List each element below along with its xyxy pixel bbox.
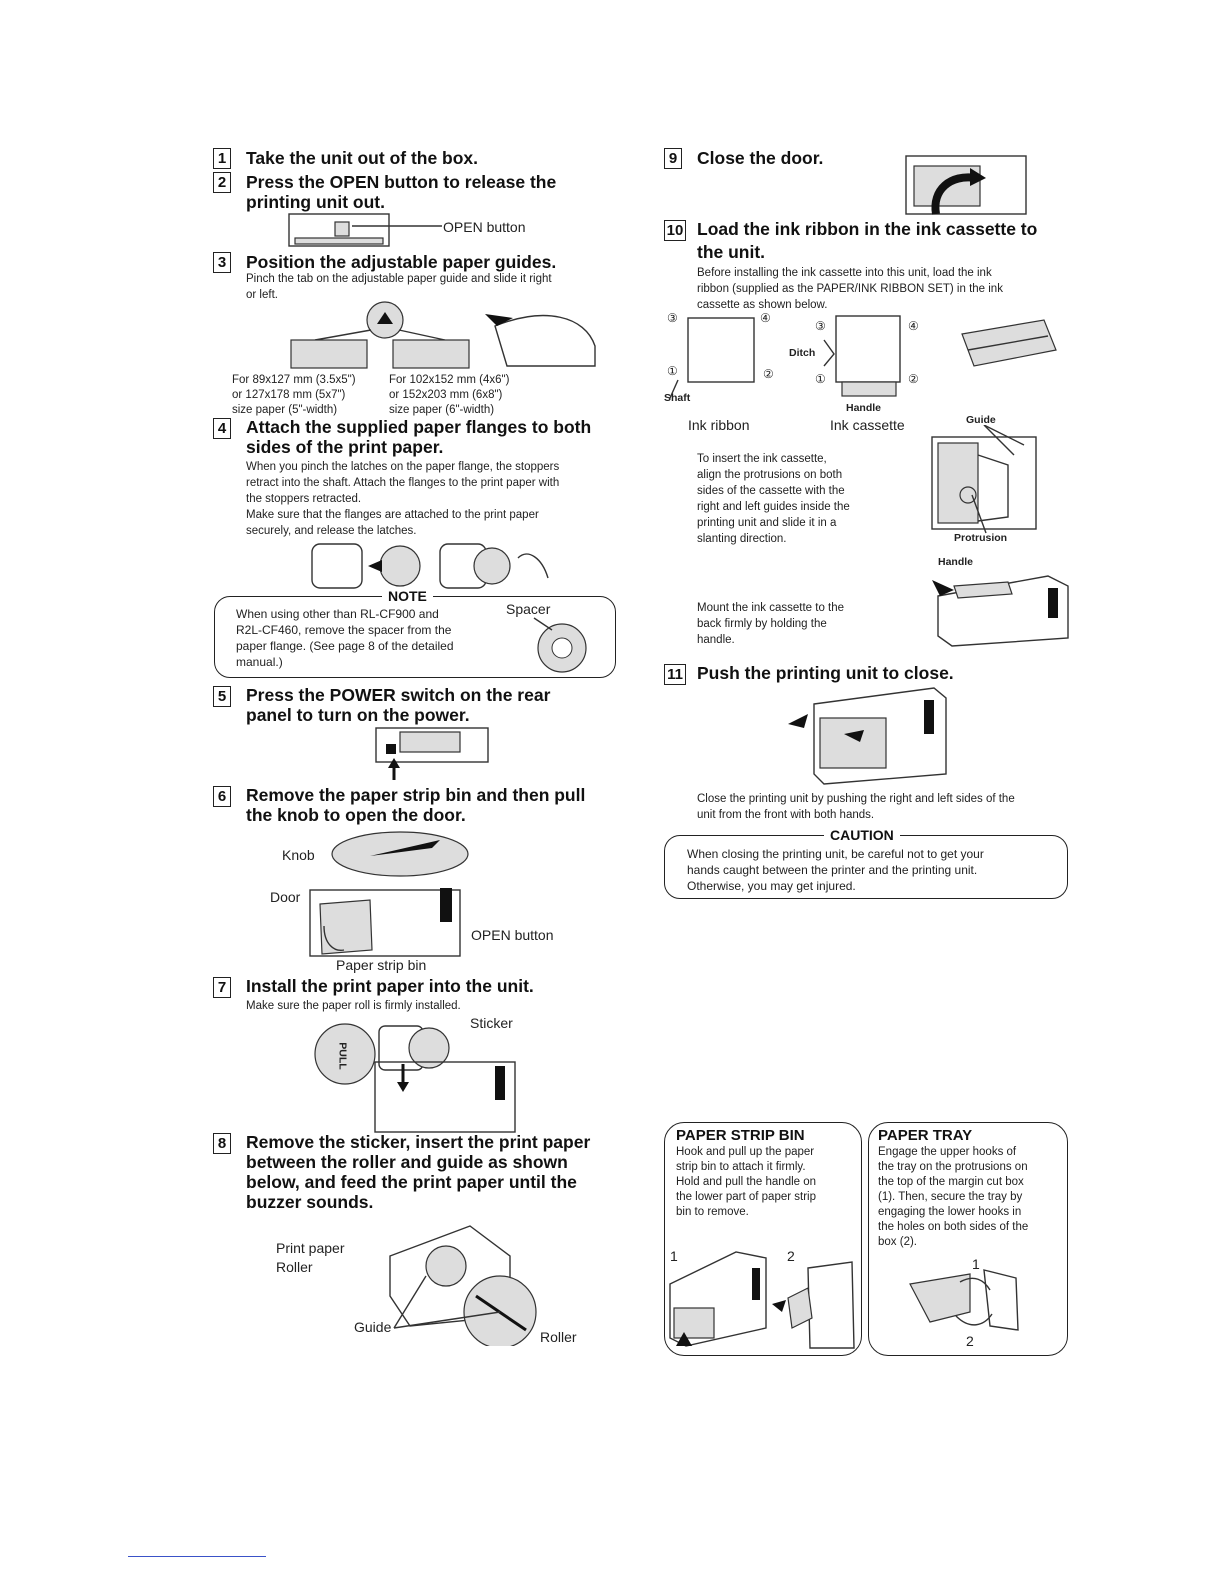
instruction: slanting direction. <box>697 533 787 545</box>
step-number: 4 <box>213 418 231 439</box>
ink-cassette-label: Ink cassette <box>830 417 905 433</box>
paper-guide-illustration <box>285 296 605 374</box>
handle-label: Handle <box>938 556 974 568</box>
step-body: or left. <box>246 289 278 301</box>
caution-line: hands caught between the printer and the printing unit. <box>687 863 978 877</box>
step-title: Remove the sticker, insert the print paper <box>246 1132 591 1152</box>
note-line: R2L-CF460, remove the spacer from the <box>236 623 452 637</box>
shaft-label: Shaft <box>664 392 691 404</box>
paper-strip-bin-title: PAPER STRIP BIN <box>676 1127 805 1144</box>
step-number: 9 <box>664 148 682 169</box>
marker: ④ <box>760 311 771 325</box>
sticker-label: Sticker <box>470 1015 513 1031</box>
instruction: right and left guides inside the <box>697 501 850 513</box>
note-line: When using other than RL-CF900 and <box>236 607 439 621</box>
note-line: paper flange. (See page 8 of the detailed <box>236 639 454 653</box>
instruction: handle. <box>697 634 735 646</box>
tray-line: the holes on both sides of the <box>878 1221 1029 1233</box>
step-title: the knob to open the door. <box>246 805 466 825</box>
step-title: the unit. <box>697 242 766 262</box>
marker: ④ <box>908 319 919 333</box>
caption: or 127x178 mm (5x7") <box>232 389 346 401</box>
instruction: back firmly by holding the <box>697 618 827 630</box>
open-button-label: OPEN button <box>443 219 526 235</box>
step-body: Pinch the tab on the adjustable paper guide and slide it right <box>246 273 552 285</box>
step-number: 7 <box>213 977 231 998</box>
instruction: Mount the ink cassette to the <box>697 602 845 614</box>
open-door-illustration <box>300 830 490 960</box>
tray-line: the tray on the protrusions on <box>878 1161 1028 1173</box>
tray-line: box (2). <box>878 1236 917 1248</box>
step-body: ribbon (supplied as the PAPER/INK RIBBON SET) in the ink <box>697 283 1003 295</box>
paper-strip-bin-illustration <box>666 1248 858 1352</box>
step-number: 5 <box>213 686 231 707</box>
figure-number: 1 <box>670 1248 678 1264</box>
tray-line: engaging the lower hooks in <box>878 1206 1022 1218</box>
ink-ribbon-label: Ink ribbon <box>688 417 750 433</box>
tray-line: Engage the upper hooks of <box>878 1146 1017 1158</box>
marker: ③ <box>667 311 678 325</box>
push-unit-illustration <box>784 684 954 788</box>
protrusion-label: Protrusion <box>954 532 1008 544</box>
step-number: 2 <box>213 172 231 193</box>
step-body: retract into the shaft. Attach the flanges to the print paper with <box>246 477 560 489</box>
step-body: When you pinch the latches on the paper flange, the stoppers <box>246 461 560 473</box>
guide-label: Guide <box>354 1319 392 1335</box>
caption: For 102x152 mm (4x6") <box>389 374 510 386</box>
step-body: securely, and release the latches. <box>246 525 417 537</box>
paper-strip-bin-label: Paper strip bin <box>336 957 427 973</box>
step-number: 11 <box>664 664 686 685</box>
marker: ② <box>908 372 919 386</box>
instruction: align the protrusions on both <box>697 469 843 481</box>
caption: or 152x203 mm (6x8") <box>389 389 503 401</box>
paper-tray-title: PAPER TRAY <box>878 1127 973 1144</box>
caption: For 89x127 mm (3.5x5") <box>232 374 356 386</box>
power-switch-illustration <box>372 726 492 782</box>
caution-line: When closing the printing unit, be careful not to get your <box>687 847 984 861</box>
step-title: panel to turn on the power. <box>246 705 470 725</box>
step-title: Close the door. <box>697 148 824 168</box>
step-body: the stoppers retracted. <box>246 493 362 505</box>
marker: ① <box>667 364 678 378</box>
caption: size paper (5"-width) <box>232 404 338 416</box>
figure-number: 1 <box>972 1256 980 1272</box>
bin-line: Hold and pull the handle on <box>676 1176 817 1188</box>
ditch-label: Ditch <box>789 347 816 359</box>
bin-line: bin to remove. <box>676 1206 749 1218</box>
step-title: Attach the supplied paper flanges to both <box>246 417 592 437</box>
close-door-illustration <box>900 140 1050 220</box>
paper-roll-install-illustration <box>305 1014 525 1136</box>
step-body: Close the printing unit by pushing the right and left sides of the <box>697 793 1015 805</box>
step-number: 1 <box>213 148 231 169</box>
step-number: 10 <box>664 220 686 241</box>
step-title: Press the OPEN button to release the <box>246 172 557 192</box>
step-number: 8 <box>213 1133 231 1154</box>
guide-label: Guide <box>966 414 996 426</box>
step-title: printing unit out. <box>246 192 385 212</box>
handle-label: Handle <box>846 402 882 414</box>
insert-cassette-illustration <box>928 425 1043 535</box>
print-paper-label: Print paper <box>276 1240 345 1256</box>
open-button-label: OPEN button <box>471 927 554 943</box>
step-body: Before installing the ink cassette into this unit, load the ink <box>697 267 992 279</box>
footnote-rule <box>128 1556 266 1557</box>
door-label: Door <box>270 889 301 905</box>
instruction: To insert the ink cassette, <box>697 453 827 465</box>
step-number: 3 <box>213 252 231 273</box>
figure-number: 2 <box>787 1248 795 1264</box>
caution-title: CAUTION <box>824 827 900 843</box>
roller-label: Roller <box>540 1329 577 1345</box>
step-title: Push the printing unit to close. <box>697 663 954 683</box>
note-title: NOTE <box>382 588 433 604</box>
knob-label: Knob <box>282 847 315 863</box>
spacer-icon <box>530 616 590 676</box>
paper-tray-illustration <box>900 1266 1030 1338</box>
spacer-label: Spacer <box>506 601 551 617</box>
bin-line: the lower part of paper strip <box>676 1191 816 1203</box>
step-number: 6 <box>213 786 231 807</box>
step-title: between the roller and guide as shown <box>246 1152 568 1172</box>
step-body: Make sure the paper roll is firmly installed. <box>246 1000 461 1012</box>
step-title: Press the POWER switch on the rear <box>246 685 551 705</box>
marker: ③ <box>815 319 826 333</box>
step-title: sides of the print paper. <box>246 437 444 457</box>
step-body: Make sure that the flanges are attached to the print paper <box>246 509 539 521</box>
roller-label: Roller <box>276 1259 313 1275</box>
step-title: Take the unit out of the box. <box>246 148 479 168</box>
step-body: unit from the front with both hands. <box>697 809 875 821</box>
mount-cassette-illustration <box>928 566 1073 648</box>
ink-ribbon-cassette-illustration <box>664 310 1064 410</box>
note-line: manual.) <box>236 655 283 669</box>
step-title: buzzer sounds. <box>246 1192 374 1212</box>
step-title: Remove the paper strip bin and then pull <box>246 785 586 805</box>
instruction: printing unit and slide it in a <box>697 517 837 529</box>
bin-line: strip bin to attach it firmly. <box>676 1161 806 1173</box>
step-title: Load the ink ribbon in the ink cassette to <box>697 219 1038 239</box>
step-title: below, and feed the print paper until the <box>246 1172 577 1192</box>
marker: ① <box>815 372 826 386</box>
step-title: Install the print paper into the unit. <box>246 976 534 996</box>
step-body: cassette as shown below. <box>697 299 828 311</box>
caption: size paper (6"-width) <box>389 404 495 416</box>
tray-line: the top of the margin cut box <box>878 1176 1024 1188</box>
instruction: sides of the cassette with the <box>697 485 845 497</box>
tray-line: (1). Then, secure the tray by <box>878 1191 1023 1203</box>
step-title: Position the adjustable paper guides. <box>246 252 557 272</box>
caution-line: Otherwise, you may get injured. <box>687 879 856 893</box>
marker: ② <box>763 367 774 381</box>
figure-number: 2 <box>966 1333 974 1349</box>
bin-line: Hook and pull up the paper <box>676 1146 815 1158</box>
pull-label: PULL <box>336 1042 349 1070</box>
